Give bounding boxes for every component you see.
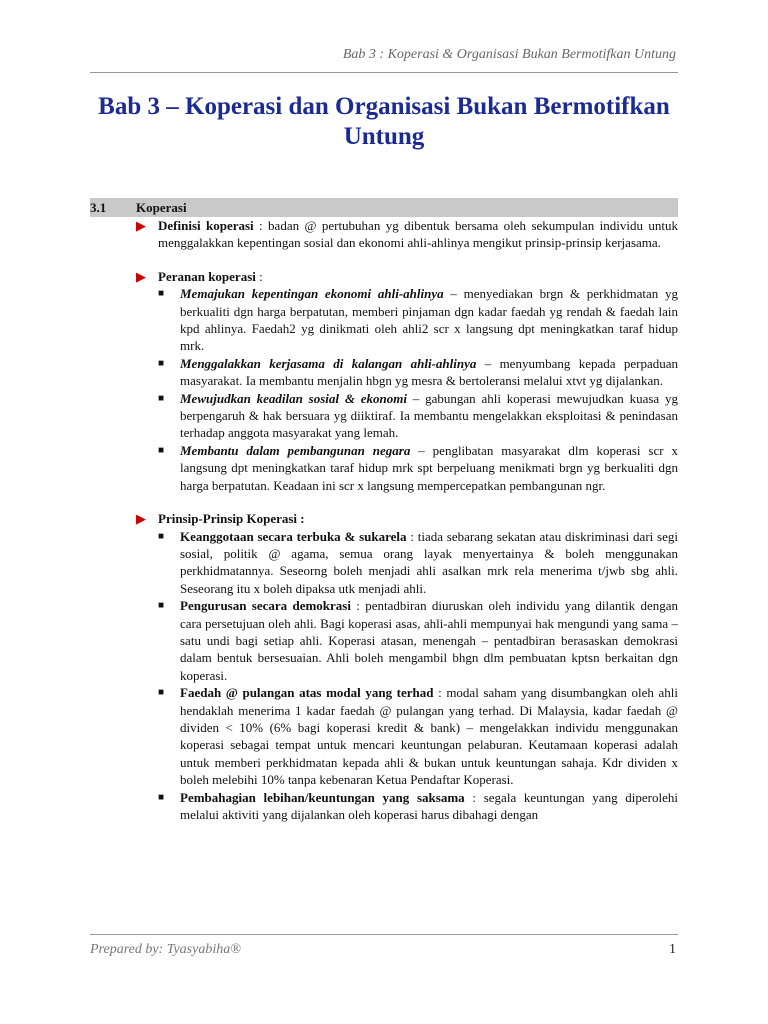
item-term: Keanggotaan secara terbuka & sukarela bbox=[180, 528, 407, 544]
definition-paragraph bbox=[90, 217, 678, 252]
item-text: – menyumbang kepada perpaduan masyarakat. Ia membantu menjalin hbgn yg mesra & bertoleransi melalui xtvt yg dijalankan. bbox=[180, 355, 678, 389]
peranan-heading bbox=[90, 268, 678, 285]
prinsip-heading-text: Prinsip-Prinsip Koperasi : bbox=[158, 511, 305, 527]
definition-text: : badan @ pertubuhan yg dibentuk bersama oleh sekumpulan individu untuk menggalakkan kepentingan sosial dan ekonomi ahli-ahlinya mengikut prinsip-prinsip kerjasama. bbox=[158, 218, 678, 251]
square-bullet-icon: ■ bbox=[158, 444, 165, 456]
list-item bbox=[90, 684, 678, 788]
section-number: 3.1 bbox=[90, 199, 107, 215]
arrow-bullet-icon: ▶ bbox=[136, 218, 146, 233]
item-term: Menggalakkan kerjasama di kalangan ahli-ahlinya bbox=[180, 355, 477, 371]
square-bullet-icon: ■ bbox=[158, 687, 165, 699]
list-item bbox=[90, 597, 678, 684]
page-title: Bab 3 – Koperasi dan Organisasi Bukan Bermotifkan Untung bbox=[98, 93, 670, 150]
definition-term: Definisi koperasi bbox=[158, 218, 254, 233]
list-item bbox=[90, 285, 678, 355]
list-item bbox=[90, 390, 678, 442]
square-bullet-icon: ■ bbox=[158, 288, 165, 300]
item-text: : pentadbiran diuruskan oleh individu yang dilantik dengan cara persetujuan oleh ahli. Bagi koperasi asas, ahli-ahli mempunyai hak mengundi yang sama – satu undi bagi setiap ahli. Koperasi atasan, menengah – pentadbiran berasaskan demokrasi dalam bentuk bersesuaian. Ahli boleh mengambil bhgn dlm pembuatan kptsn berkaitan dgn koperasi. bbox=[180, 598, 678, 683]
square-bullet-icon: ■ bbox=[158, 392, 165, 404]
item-text: – menyediakan brgn & perkhidmatan yg berkualiti dgn harga berpatutan, memberi pinjaman dgn kadar faedah yg rendah & faedah lain kpd ahlinya. Faedah2 yg dinikmati oleh ahli2 scr x langsung dpt meningkatkan taraf hidup mrk. bbox=[180, 286, 678, 354]
item-term: Mewujudkan keadilan sosial & ekonomi bbox=[180, 390, 407, 406]
arrow-bullet-icon: ▶ bbox=[136, 511, 146, 527]
arrow-bullet-icon: ▶ bbox=[136, 268, 146, 284]
square-bullet-icon: ■ bbox=[158, 357, 165, 369]
item-term: Memajukan kepentingan ekonomi ahli-ahlinya bbox=[180, 286, 444, 302]
running-head: Bab 3 : Koperasi & Organisasi Bukan Bermotifkan Untung bbox=[342, 47, 676, 62]
item-term: Membantu dalam pembangunan negara bbox=[180, 442, 411, 458]
item-text: : tiada sebarang sekatan atau diskriminasi dari segi sosial, politik @ agama, semua orang layak menyertainya & boleh menggunakan perkhidmatannya. Seseorng boleh menjadi ahli asalkan mrk rela menerima t/jwb sbg ahli. Seseorang itu x boleh dipaksa utk menjadi ahli. bbox=[180, 528, 678, 596]
peranan-heading-suffix: : bbox=[255, 268, 263, 284]
list-item bbox=[90, 789, 678, 824]
square-bullet-icon: ■ bbox=[158, 791, 165, 803]
footer-rule bbox=[90, 934, 678, 935]
section-heading bbox=[90, 198, 678, 217]
peranan-heading-text: Peranan koperasi bbox=[158, 268, 256, 284]
prepared-by: Prepared by: Tyasyabiha® bbox=[90, 942, 241, 957]
item-text: : modal saham yang disumbangkan oleh ahli hendaklah menerima 1 kadar faedah @ pulangan yang terhad. Di Malaysia, kadar faedah @ dividen < 10% (6% bagi koperasi kredit & bank) – mengelakkan individu menggunakan koperasi sebagai tempat untuk mencari keuntungan pelaburan. Keutamaan koperasi adalah untuk memberi perkhidmatan kepada ahli & bukan untuk keuntungan sahaja. Kdr dividen x boleh melebihi 10% tanpa kebenaran Ketua Pendaftar Koperasi. bbox=[180, 685, 678, 788]
item-term: Pembahagian lebihan/keuntungan yang saksama bbox=[180, 789, 465, 805]
item-text: – gabungan ahli koperasi mewujudkan kuasa yg berpengaruh & hak bersuara yg diiktiraf. Ia membantu mengelakkan eksploitasi & penindasan terhadap anggota masyarakat yang lemah. bbox=[180, 390, 679, 441]
list-item bbox=[90, 442, 678, 494]
square-bullet-icon: ■ bbox=[158, 600, 165, 612]
list-item bbox=[90, 355, 678, 390]
section-label: Koperasi bbox=[136, 199, 187, 215]
item-term: Faedah @ pulangan atas modal yang terhad bbox=[180, 685, 434, 701]
square-bullet-icon: ■ bbox=[158, 530, 165, 542]
header-rule bbox=[90, 72, 678, 73]
document-body bbox=[90, 198, 678, 823]
item-term: Pengurusan secara demokrasi bbox=[180, 598, 351, 614]
page-number: 1 bbox=[669, 942, 676, 957]
item-text: – penglibatan masyarakat dlm koperasi scr x langsung dpt meningkatkan taraf hidup mrk spt berpeluang menikmati brgn yg berkualiti dgn harga berpatutan. Keadaan ini scr x langsung mempercepatkan pembangunan ngr. bbox=[180, 442, 678, 493]
prinsip-heading bbox=[90, 510, 678, 527]
list-item bbox=[90, 528, 678, 598]
item-text: : segala keuntungan yang diperolehi melalui aktiviti yang dijalankan oleh koperasi harus dibahagi dengan bbox=[180, 789, 678, 822]
